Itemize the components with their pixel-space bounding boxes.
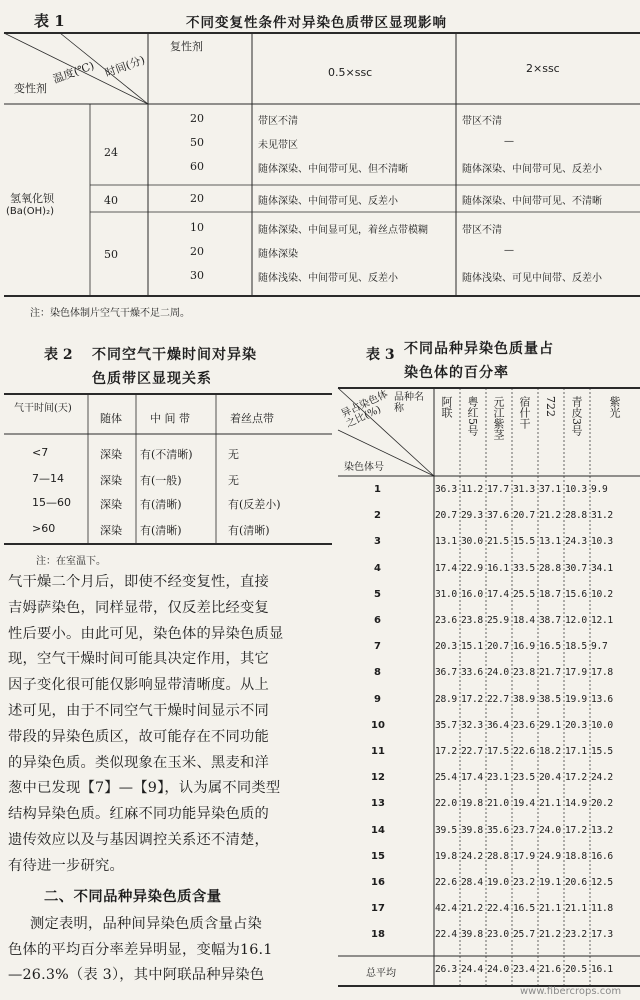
table3-value-cell: 22.9 — [461, 562, 483, 574]
table3-avg-cell: 21.6 — [539, 964, 561, 975]
table3-value-cell: 20.6 — [565, 877, 587, 888]
table3-chromosome-number: 10 — [371, 719, 385, 731]
table1-cell-0.5ssc: 带区不清 — [258, 116, 298, 127]
table1-cell-0.5ssc: 随体深染、中间带可见、但不清晰 — [258, 164, 408, 175]
table1-cell-2ssc: 带区不清 — [462, 225, 502, 236]
table3-value-cell: 20.7 — [435, 510, 457, 522]
table3-value-cell: 24.9 — [539, 850, 561, 862]
table3-value-cell: 23.2 — [513, 877, 535, 888]
table3-value-cell: 19.8 — [435, 850, 457, 862]
table1-reagent-name: 氢氧化钡 — [10, 192, 54, 205]
table3-title-2: 染色体的百分率 — [404, 365, 509, 381]
table3-value-cell: 10.3 — [565, 484, 587, 495]
table3-value-cell: 17.2 — [565, 772, 587, 784]
table1-note: 注：染色体制片空气干燥不足二周。 — [30, 308, 190, 319]
table3-value-cell: 23.5 — [513, 772, 535, 784]
table3-value-cell: 14.9 — [565, 798, 587, 810]
table3-value-cell: 17.1 — [565, 746, 587, 757]
table2-satellite-cell: 深染 — [100, 524, 122, 537]
table3-value-cell: 21.1 — [565, 903, 587, 915]
table3-avg-cell: 24.0 — [487, 964, 509, 975]
table3-value-cell: 17.4 — [435, 562, 457, 574]
table3-value-cell: 16.9 — [513, 641, 535, 653]
table3-value-cell: 36.3 — [435, 484, 457, 495]
table1-label: 表 1 — [34, 12, 65, 30]
table3-value-cell: 22.4 — [487, 903, 509, 915]
table2-days-cell: 15—60 — [32, 496, 71, 509]
table3-value-cell: 21.2 — [461, 903, 483, 915]
table1-cell-0.5ssc: 随体浅染、中间带可见、反差小 — [258, 273, 398, 284]
table3-avg-cell: 26.3 — [435, 964, 457, 975]
body-text-line: 述可见，由于不同空气干燥时间显示不同 — [8, 703, 269, 719]
table2-satellite-cell: 深染 — [100, 474, 122, 487]
table3-chromosome-number: 8 — [374, 667, 381, 679]
table3-value-cell: 31.0 — [435, 588, 457, 600]
table2-middle-band-cell: 有(清晰) — [140, 524, 182, 537]
table3-value-cell: 20.7 — [513, 510, 535, 522]
body-text-line: —26.3%（表 3），其中阿联品种异染色 — [8, 967, 265, 984]
table3-value-cell: 23.8 — [461, 615, 483, 626]
table1-time-cell: 20 — [190, 112, 204, 125]
table3-value-cell: 20.4 — [539, 772, 561, 784]
table1-time-cell: 50 — [190, 136, 204, 149]
body-text-line: 遗传效应以及与基因调控关系还不清楚， — [8, 832, 269, 848]
table3-chromosome-number: 17 — [371, 903, 385, 915]
table3-value-cell: 31.3 — [513, 484, 535, 495]
table3-value-cell: 38.9 — [513, 693, 535, 705]
section-heading: 二、不同品种异染色质含量 — [44, 889, 222, 905]
table1-cell-2ssc: — — [504, 245, 514, 256]
table3-chromosome-number: 11 — [371, 746, 385, 757]
body-text-line: 测定表明，品种间异染色质含量占染 — [30, 916, 262, 932]
table1-cell-2ssc: 带区不清 — [462, 116, 502, 127]
table3-value-cell: 17.7 — [487, 484, 509, 495]
table3-value-cell: 21.2 — [539, 929, 561, 941]
table3-value-cell: 25.9 — [487, 615, 509, 626]
table3-value-cell: 17.4 — [461, 772, 483, 784]
table3-value-cell: 24.2 — [461, 850, 483, 862]
table1-time-cell: 20 — [190, 245, 204, 258]
table3-avg-cell: 24.4 — [461, 964, 483, 975]
table2-centromere-cell: 无 — [228, 448, 239, 461]
table1-header-temp: 温度(℃) — [51, 59, 96, 86]
table3-variety-header: 粤红5号 — [466, 396, 479, 436]
table3-value-cell: 21.2 — [539, 510, 561, 522]
table3-value-cell: 25.5 — [513, 588, 535, 600]
table3-value-cell: 25.7 — [513, 929, 535, 941]
body-text-line: 性后要小。由此可见，染色体的异染色质显 — [8, 625, 284, 642]
table1-temp-cell: 50 — [104, 248, 118, 261]
table3-variety-header: 阿联 — [440, 396, 453, 418]
table3-value-cell: 38.7 — [539, 615, 561, 626]
table3-value-cell: 10.3 — [591, 536, 613, 548]
table1-cell-2ssc: 随体浅染、可见中间带、反差小 — [462, 273, 602, 284]
table3-value-cell: 21.1 — [539, 798, 561, 810]
table3-chromosome-number: 16 — [371, 877, 385, 888]
table3-value-cell: 13.1 — [435, 536, 457, 548]
table1-cell-0.5ssc: 随体深染、中间带可见、反差小 — [258, 196, 398, 207]
table1-cell-0.5ssc: 未见带区 — [258, 140, 298, 151]
table3-value-cell: 30.7 — [565, 562, 587, 574]
table3-value-cell: 15.5 — [513, 536, 535, 548]
table3-value-cell: 31.2 — [591, 510, 613, 522]
table3-corner-chromosome: 染色体号 — [344, 462, 384, 473]
table3-value-cell: 21.0 — [487, 798, 509, 810]
body-text-line: 带段的异染色质区，故可能存在不同功能 — [8, 728, 269, 745]
body-text-line: 色体的平均百分率差异明显，变幅为16.1 — [8, 941, 273, 958]
table3-value-cell: 37.1 — [539, 484, 561, 495]
table2-centromere-cell: 无 — [228, 474, 239, 487]
table3-value-cell: 12.5 — [591, 877, 613, 888]
table3-value-cell: 30.0 — [461, 536, 483, 548]
table1-cell-2ssc: 随体深染、中间带可见、反差小 — [462, 164, 602, 175]
table1-cell-0.5ssc: 随体深染、中间显可见，着丝点带模糊 — [258, 225, 428, 236]
table3-value-cell: 36.7 — [435, 667, 457, 679]
table2-satellite-cell: 深染 — [100, 448, 122, 461]
table3-value-cell: 29.3 — [461, 510, 483, 522]
table2-middle-band-cell: 有(不清晰) — [140, 448, 193, 461]
table3-chromosome-number: 7 — [374, 641, 381, 653]
body-text-line: 的异染色质。类似现象在玉米、黑麦和洋 — [8, 754, 269, 771]
table2-centromere-cell: 有(清晰) — [228, 524, 270, 537]
table3-value-cell: 23.7 — [513, 824, 535, 836]
table3-avg-label: 总平均 — [366, 968, 396, 979]
table3-value-cell: 19.0 — [487, 877, 509, 888]
table3-value-cell: 28.8 — [539, 562, 561, 574]
table3-value-cell: 22.6 — [513, 746, 535, 757]
table3-value-cell: 20.7 — [487, 641, 509, 653]
table1-time-cell: 30 — [190, 269, 204, 282]
table3-value-cell: 21.5 — [487, 536, 509, 548]
body-text-line: 有待进一步研究。 — [8, 857, 124, 874]
table3-value-cell: 22.7 — [461, 746, 483, 757]
table1-time-cell: 20 — [190, 192, 204, 205]
table3-value-cell: 10.0 — [591, 719, 613, 731]
table3-value-cell: 22.6 — [435, 877, 457, 888]
table3-value-cell: 24.0 — [487, 667, 509, 679]
table3-value-cell: 16.1 — [487, 562, 509, 574]
table3-value-cell: 19.1 — [539, 877, 561, 888]
table2-header-satellite: 随体 — [100, 412, 122, 425]
body-text-line: 结构异染色质。红麻不同功能异染色质的 — [8, 806, 269, 823]
table2-middle-band-cell: 有(清晰) — [140, 498, 182, 511]
table3-value-cell: 17.2 — [565, 824, 587, 836]
table3-corner-variety: 品种名称 — [394, 392, 424, 414]
table3-value-cell: 38.5 — [539, 693, 561, 705]
table3-value-cell: 35.7 — [435, 719, 457, 731]
table3-chromosome-number: 13 — [371, 798, 385, 810]
table3-value-cell: 19.8 — [461, 798, 483, 810]
table3-value-cell: 35.6 — [487, 824, 509, 836]
table3-value-cell: 19.4 — [513, 798, 535, 810]
table3-value-cell: 20.2 — [591, 798, 613, 810]
table3-avg-cell: 20.5 — [565, 964, 587, 975]
table3-value-cell: 20.3 — [565, 719, 587, 731]
table3-value-cell: 36.4 — [487, 719, 509, 731]
table1-cell-2ssc: 随体深染、中间带可见、不清晰 — [462, 196, 602, 207]
table2-satellite-cell: 深染 — [100, 498, 122, 511]
table3-variety-header: 宿什干 — [518, 396, 531, 429]
table3-label: 表 3 — [366, 347, 395, 363]
table3-value-cell: 22.0 — [435, 798, 457, 810]
table2-note: 注：在室温下。 — [36, 556, 106, 567]
table3-value-cell: 23.8 — [513, 667, 535, 679]
table3-value-cell: 28.8 — [487, 850, 509, 862]
table3-value-cell: 25.4 — [435, 772, 457, 784]
table1-reagent-formula: (Ba(OH)₂) — [6, 206, 54, 217]
table3-chromosome-number: 1 — [374, 484, 381, 495]
table2-title-1: 不同空气干燥时间对异染 — [92, 347, 257, 363]
table3-value-cell: 23.2 — [565, 929, 587, 941]
table3-value-cell: 23.6 — [513, 719, 535, 731]
table1-time-cell: 10 — [190, 221, 204, 234]
table3-value-cell: 17.5 — [487, 746, 509, 757]
table1-temp-cell: 24 — [104, 146, 118, 159]
table3-value-cell: 23.0 — [487, 929, 509, 941]
table3-value-cell: 21.7 — [539, 667, 561, 679]
table3-value-cell: 22.7 — [487, 693, 509, 705]
table2-days-cell: <7 — [32, 446, 49, 459]
table3-value-cell: 18.5 — [565, 641, 587, 653]
table3-value-cell: 15.6 — [565, 588, 587, 600]
table3-chromosome-number: 4 — [374, 562, 381, 574]
table3-value-cell: 29.1 — [539, 719, 561, 731]
table3-value-cell: 37.6 — [487, 510, 509, 522]
table3-chromosome-number: 9 — [374, 693, 381, 705]
table3-avg-cell: 16.1 — [591, 964, 613, 975]
table3-value-cell: 16.5 — [513, 903, 535, 915]
table3-corner-ratio: 异占染色体之比(%) — [339, 388, 390, 430]
table3-value-cell: 18.4 — [513, 615, 535, 626]
table3-value-cell: 33.6 — [461, 667, 483, 679]
table1-header-col2: 2×ssc — [526, 62, 560, 75]
body-text-line: 气干燥二个月后，即使不经变复性，直接 — [8, 574, 269, 590]
table2-days-cell: >60 — [32, 522, 56, 535]
body-text-line: 因子变化很可能仅影响显带清晰度。从上 — [8, 677, 269, 694]
body-text-line: 葱中已发现【7】—【9】，认为属不同类型 — [8, 780, 281, 797]
table3-value-cell: 33.5 — [513, 562, 535, 574]
table1-header-reagent: 变性剂 — [14, 82, 47, 95]
table3-value-cell: 21.1 — [539, 903, 561, 915]
table2-header-days: 气干时间(天) — [14, 403, 72, 414]
table3-chromosome-number: 18 — [371, 929, 385, 941]
table3-value-cell: 13.2 — [591, 824, 613, 836]
table3-value-cell: 39.8 — [461, 929, 483, 941]
table3-value-cell: 12.1 — [591, 615, 613, 626]
body-text-line: 吉姆萨染色，同样显带，仅反差比经变复 — [8, 599, 269, 616]
table3-value-cell: 17.4 — [487, 588, 509, 600]
table3-chromosome-number: 3 — [374, 536, 381, 548]
table3-variety-header: 元江紫茎 — [492, 396, 505, 440]
table3-value-cell: 11.2 — [461, 484, 483, 495]
table3-chromosome-number: 12 — [371, 772, 385, 784]
table3-chromosome-number: 15 — [371, 850, 385, 862]
table3-value-cell: 12.0 — [565, 615, 587, 626]
table3-chromosome-number: 14 — [371, 824, 385, 836]
table3-value-cell: 23.1 — [487, 772, 509, 784]
table1-time-cell: 60 — [190, 160, 204, 173]
table3-value-cell: 24.3 — [565, 536, 587, 548]
table3-value-cell: 15.1 — [461, 641, 483, 653]
table3-value-cell: 13.1 — [539, 536, 561, 548]
body-text-line: 现，空气干燥时间可能具决定作用，其它 — [8, 651, 269, 668]
table2-centromere-cell: 有(反差小) — [228, 498, 281, 511]
table3-value-cell: 10.2 — [591, 588, 613, 600]
table3-value-cell: 13.6 — [591, 693, 613, 705]
table3-value-cell: 18.8 — [565, 850, 587, 862]
table3-value-cell: 39.5 — [435, 824, 457, 836]
table3-chromosome-number: 5 — [374, 588, 381, 600]
table3-value-cell: 17.2 — [461, 693, 483, 705]
table3-value-cell: 23.6 — [435, 615, 457, 626]
table3-value-cell: 9.7 — [591, 641, 608, 653]
table2-header-centromere: 着丝点带 — [230, 412, 274, 425]
table2-header-middle-band: 中 间 带 — [150, 412, 190, 425]
table3-chromosome-number: 2 — [374, 510, 381, 522]
table3-value-cell: 16.6 — [591, 850, 613, 862]
table3-value-cell: 24.2 — [591, 772, 613, 784]
table2-title-2: 色质带区显现关系 — [92, 371, 212, 387]
table3-value-cell: 15.5 — [591, 746, 613, 757]
table3-variety-header: 青皮3号 — [570, 396, 583, 436]
table1-header-time: 时间(分) — [103, 53, 147, 80]
table3-value-cell: 22.4 — [435, 929, 457, 941]
table1-cell-2ssc: — — [504, 136, 514, 147]
table1-header-fuxing: 复性剂 — [170, 40, 203, 53]
table3-value-cell: 17.9 — [565, 667, 587, 679]
table3-value-cell: 24.0 — [539, 824, 561, 836]
table3-value-cell: 18.7 — [539, 588, 561, 600]
table3-value-cell: 28.8 — [565, 510, 587, 522]
table3-value-cell: 28.4 — [461, 877, 483, 888]
table1-header-col1: 0.5×ssc — [328, 66, 373, 79]
table2-days-cell: 7—14 — [32, 472, 64, 485]
table3-value-cell: 20.3 — [435, 641, 457, 653]
table2-middle-band-cell: 有(一般) — [140, 474, 182, 487]
table3-value-cell: 17.2 — [435, 746, 457, 757]
table3-chromosome-number: 6 — [374, 615, 381, 626]
table1-temp-cell: 40 — [104, 194, 118, 207]
table3-value-cell: 17.9 — [513, 850, 535, 862]
table3-value-cell: 9.9 — [591, 484, 608, 495]
table3-value-cell: 11.8 — [591, 903, 613, 915]
table3-value-cell: 39.8 — [461, 824, 483, 836]
table3-value-cell: 17.8 — [591, 667, 613, 679]
table3-avg-cell: 23.4 — [513, 964, 535, 975]
table2-label: 表 2 — [44, 347, 73, 363]
table3-variety-header: 722 — [544, 396, 557, 417]
table1-title: 不同变复性条件对异染色质带区显现影响 — [186, 15, 447, 31]
table3-value-cell: 19.9 — [565, 693, 587, 705]
table3-value-cell: 16.5 — [539, 641, 561, 653]
table3-value-cell: 34.1 — [591, 562, 613, 574]
table3-value-cell: 17.3 — [591, 929, 613, 941]
table3-title-1: 不同品种异染色质量占 — [404, 341, 554, 357]
table1-cell-0.5ssc: 随体深染 — [258, 249, 298, 260]
table3-value-cell: 18.2 — [539, 746, 561, 757]
table3-value-cell: 32.3 — [461, 719, 483, 731]
table3-value-cell: 42.4 — [435, 903, 457, 915]
table3-variety-header: 紫光 — [608, 396, 621, 418]
watermark: www.fibercrops.com — [520, 986, 622, 997]
table3-value-cell: 16.0 — [461, 588, 483, 600]
table3-value-cell: 28.9 — [435, 693, 457, 705]
